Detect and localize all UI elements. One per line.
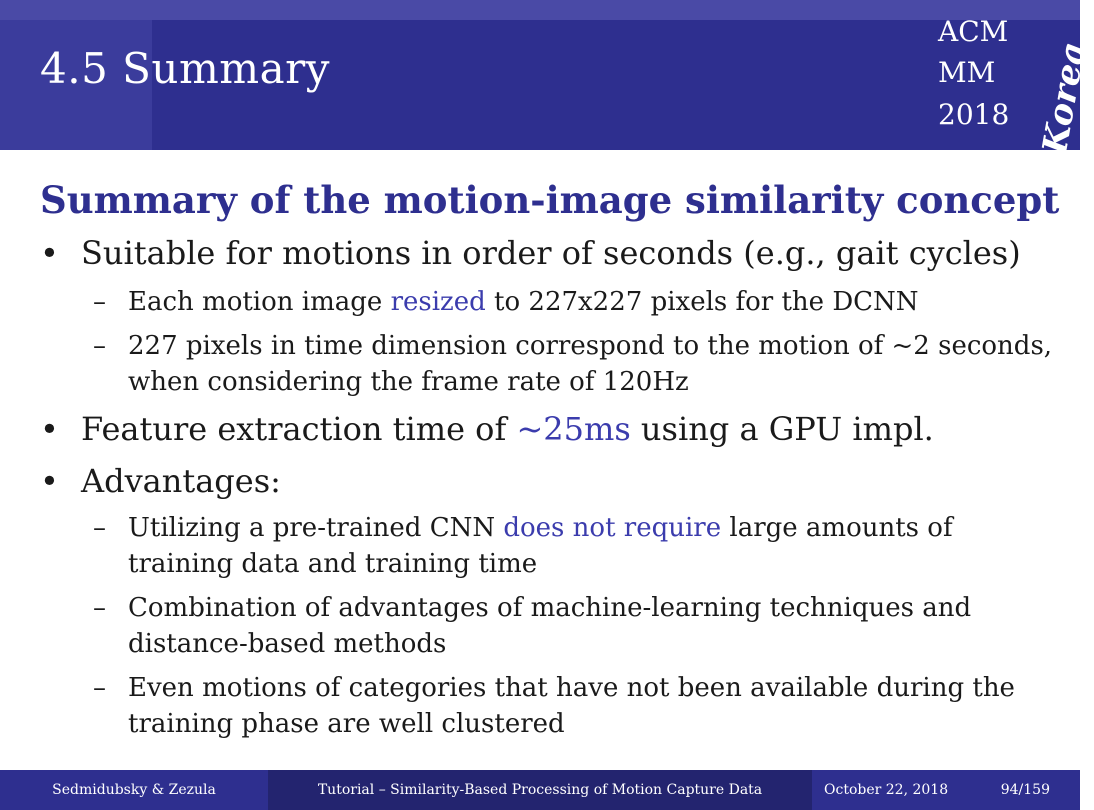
sub-bullet-dash: – [93, 287, 106, 317]
logo-year: 2018 [938, 98, 1010, 131]
bullet-dot: • [40, 234, 59, 272]
sub-bullet-dash: – [93, 513, 106, 543]
footer-authors: Sedmidubsky & Zezula [0, 770, 268, 810]
bullet-text: Feature extraction time of ~25ms using a GPU impl. [81, 410, 934, 448]
highlight-text: ~25ms [516, 410, 631, 448]
slide-header [0, 0, 1094, 158]
sub-bullet-text-line1: Utilizing a pre-trained CNN does not require large amounts of [128, 513, 953, 543]
section-heading: Summary of the motion-image similarity concept [40, 178, 1060, 222]
page-number: 94/159 [1000, 782, 1050, 798]
footer-date: October 22, 2018 [824, 782, 949, 798]
sub-bullet-text: Each motion image resized to 227x227 pixels for the DCNN [128, 287, 919, 317]
logo-korea-script: Korea [1035, 38, 1094, 158]
sub-bullet-text-line1: Combination of advantages of machine-learning techniques and [128, 593, 972, 623]
bullet-text: Suitable for motions in order of seconds (e.g., gait cycles) [81, 234, 1021, 272]
sub-bullet-text-line2: training data and training time [128, 549, 538, 579]
slide-title: 4.5 Summary [40, 44, 330, 93]
footer-talk-title: Tutorial – Similarity-Based Processing of Motion Capture Data [268, 770, 812, 810]
slide-footer [0, 770, 1080, 810]
highlight-text: resized [390, 287, 486, 317]
logo-acm: ACM [938, 15, 1009, 48]
highlight-text: does not require [503, 513, 722, 543]
sub-bullet-text-line1: Even motions of categories that have not been available during the [128, 673, 1015, 703]
logo-mm: MM [938, 56, 996, 89]
sub-bullet-text-line2: training phase are well clustered [128, 709, 565, 739]
sub-bullet-dash: – [93, 331, 106, 361]
header-top-strip [0, 0, 1080, 20]
acm-mm-logo [938, 15, 1094, 158]
sub-bullet-dash: – [93, 673, 106, 703]
bullet-text: Advantages: [81, 462, 281, 500]
sub-bullet-text-line1: 227 pixels in time dimension correspond to the motion of ~2 seconds, [128, 331, 1053, 361]
sub-bullet-text-line2: when considering the frame rate of 120Hz [128, 367, 689, 397]
footer-right-block [812, 770, 1080, 810]
sub-bullet-dash: – [93, 593, 106, 623]
bullet-dot: • [40, 462, 59, 500]
bullet-dot: • [40, 410, 59, 448]
sub-bullet-text-line2: distance-based methods [128, 629, 447, 659]
